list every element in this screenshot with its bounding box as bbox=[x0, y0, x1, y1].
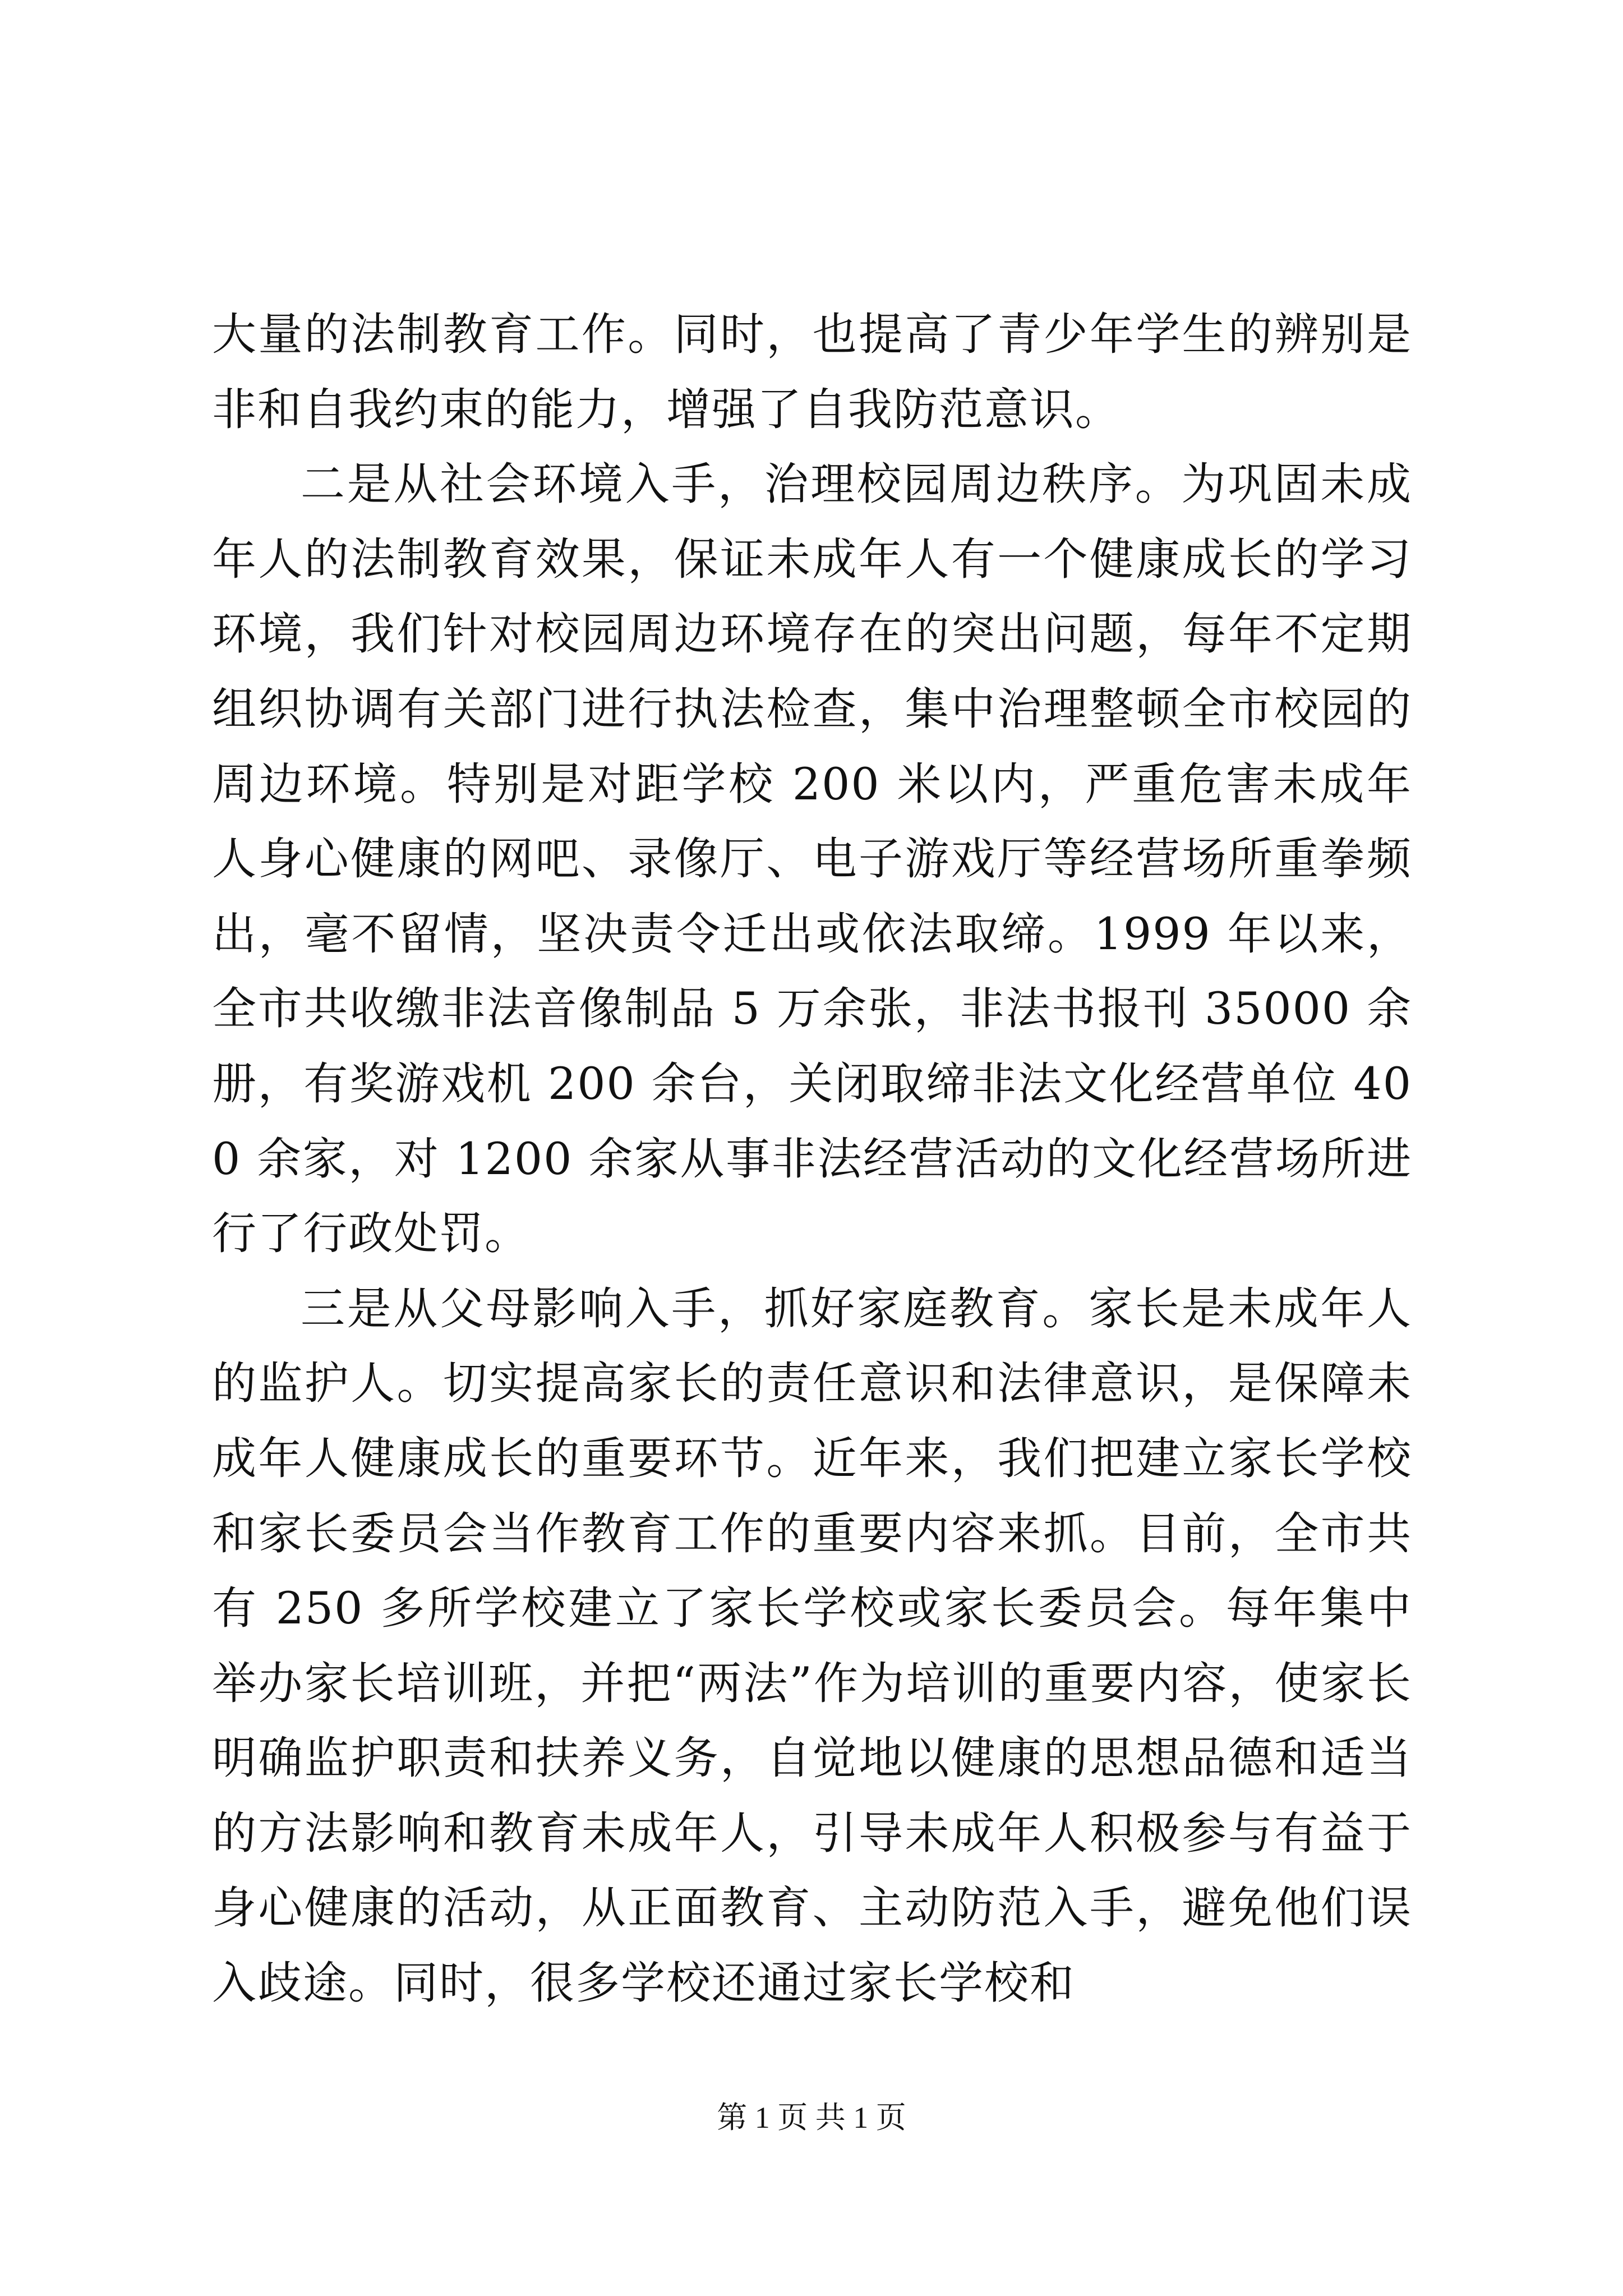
page-footer: 第 1 页 共 1 页 bbox=[717, 2101, 906, 2134]
paragraph-3: 三是从父母影响入手，抓好家庭教育。家长是未成年人的监护人。切实提高家长的责任意识和法律意识，是保障未成年人健康成长的重要环节。近年来，我们把建立家长学校和家长委员会当作教育工作的重要内容来抓。目前，全市共有 250 多所学校建立了家长学校或家长委员会。每年集中举办家长培训班，并把“两法”作为培训的重要内容，使家长明确监护职责和扶养义务，自觉地以健康的思想品德和适当的方法影响和教育未成年人，引导未成年人积极参与有益于身心健康的活动，从正面教育、主动防范入手，避免他们误入歧途。同时，很多学校还通过家长学校和 bbox=[212, 1282, 1412, 2009]
paragraph-1: 大量的法制教育工作。同时，也提高了青少年学生的辨别是非和自我约束的能力，增强了自我防范意识。 bbox=[212, 309, 1412, 435]
document-body bbox=[212, 297, 1412, 2021]
paragraph-2: 二是从社会环境入手，治理校园周边秩序。为巩固未成年人的法制教育效果，保证未成年人有一个健康成长的学习环境，我们针对校园周边环境存在的突出问题，每年不定期组织协调有关部门进行执法检查，集中治理整顿全市校园的周边环境。特别是对距学校 200 米以内，严重危害未成年人身心健康的网吧、录像厅、电子游戏厅等经营场所重拳频出，毫不留情，坚决责令迁出或依法取缔。1999 年以来，全市共收缴非法音像制品 5 万余张，非法书报刊 35000 余册，有奖游戏机 200 余台，关闭取缔非法文化经营单位 400 余家，对 1200 余家从事非法经营活动的文化经营场所进行了行政处罚。 bbox=[212, 458, 1412, 1260]
